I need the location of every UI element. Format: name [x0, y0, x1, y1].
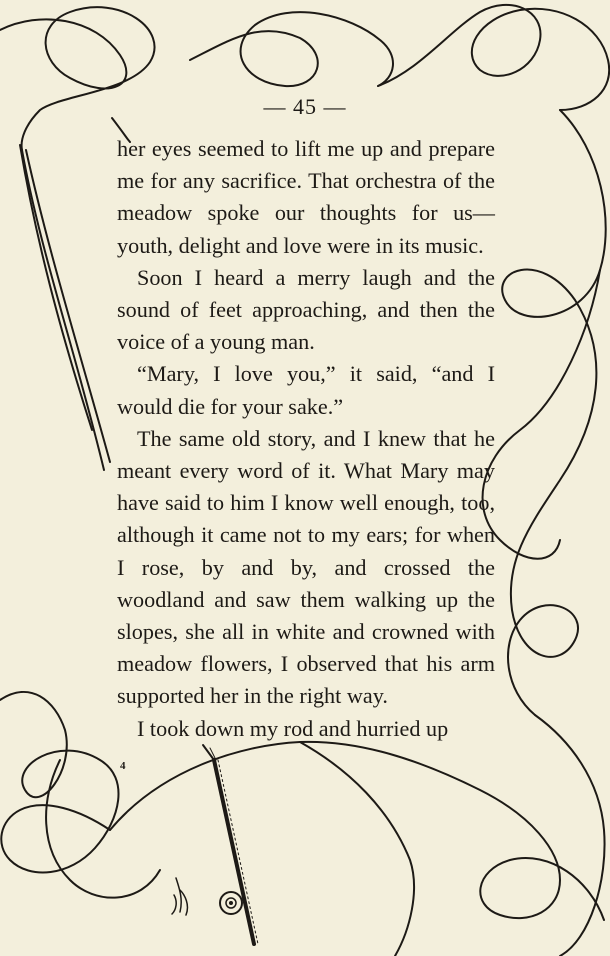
line-loop-bottom-right	[300, 742, 414, 956]
line-strand-left-2	[26, 150, 110, 462]
fishing-fly-icon	[172, 878, 187, 915]
page-number: — 45 —	[263, 94, 347, 119]
paragraph: I took down my rod and hurried up	[137, 715, 449, 741]
line-loop-bottom-center	[110, 742, 604, 920]
line-strand-left-1	[22, 150, 104, 470]
paragraph: her eyes seemed to lift me up and prepare me for any sacrifice. That orchestra of the meadow spoke our thoughts for us—youth, delight and love were in its music.	[117, 136, 495, 258]
line-loop-top-right	[190, 12, 393, 86]
paragraph: “Mary, I love you,” it said, “and I would die for your sake.”	[117, 361, 495, 419]
line-loop-bottom-far-left	[46, 760, 160, 898]
line-loop-right-1	[502, 110, 605, 715]
line-loop-top-left	[0, 7, 155, 150]
paragraph: The same old story, and I knew that he meant every word of it. What Mary may have said to him I know well enough, too, although it came not to my ears; for when I rose, by and by, and crossed the woodland and saw them walking up the slopes, she all in white and crowned with meadow flowers, I observed that his arm supported her in the right way.	[117, 425, 495, 709]
line-strand-left-3	[20, 145, 92, 430]
paragraph: Soon I heard a merry laugh and the sound of feet approaching, and then the voice of a young man.	[117, 264, 495, 355]
line-loop-bottom-left	[0, 692, 119, 873]
fishing-rod	[214, 760, 254, 944]
page-text	[117, 133, 495, 745]
line-loop-right-3	[535, 715, 605, 956]
fishing-rod-wrap	[218, 760, 258, 944]
signature-mark: 4	[120, 760, 126, 772]
